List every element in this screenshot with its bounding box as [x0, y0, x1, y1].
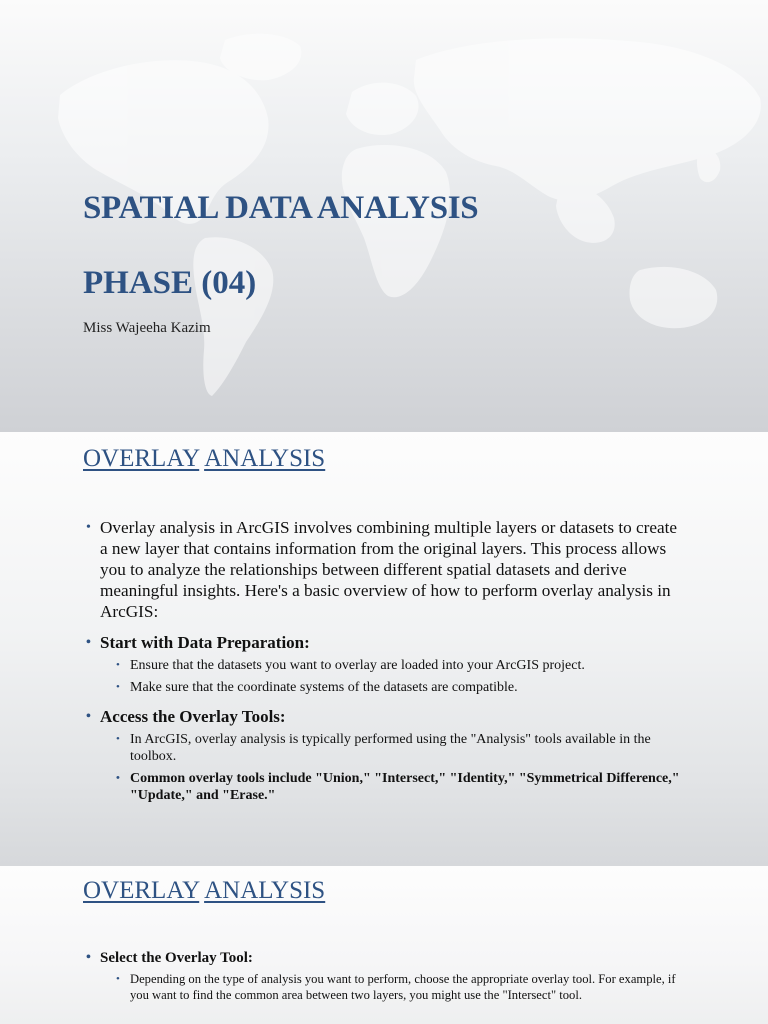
slide-heading: [83, 877, 325, 905]
slide-heading: [83, 445, 325, 473]
sub-list-item: • In ArcGIS, overlay analysis is typically performed using the "Analysis" tools available in the toolbox.: [116, 731, 683, 765]
presentation-subtitle: PHASE (04): [83, 265, 257, 301]
list-item-select-tool: [83, 949, 683, 1003]
sub-list: [116, 971, 683, 1003]
heading-word-overlay: OVERLAY: [83, 877, 200, 904]
list-item-title: Access the Overlay Tools:: [100, 707, 286, 726]
author-name: Miss Wajeeha Kazim: [83, 320, 211, 336]
list-item-title: Start with Data Preparation:: [100, 633, 310, 652]
content-list: [83, 517, 683, 809]
content-list: [83, 949, 683, 1003]
heading-word-overlay: OVERLAY: [83, 445, 200, 472]
sub-list: [116, 731, 683, 804]
list-item-title: Select the Overlay Tool:: [100, 950, 253, 966]
heading-word-analysis: ANALYSIS: [204, 877, 326, 904]
sub-list-item: • Common overlay tools include "Union," "Intersect," "Identity," "Symmetrical Difference," "Update," and "Erase.": [116, 770, 683, 804]
sub-list-item: • Make sure that the coordinate systems of the datasets are compatible.: [116, 679, 683, 696]
overlay-analysis-slide-1: [0, 432, 768, 866]
sub-list-item: • Ensure that the datasets you want to overlay are loaded into your ArcGIS project.: [116, 657, 683, 674]
heading-word-analysis: ANALYSIS: [204, 445, 326, 472]
sub-list-item: • Depending on the type of analysis you want to perform, choose the appropriate overlay tool. For example, if you want to find the common area between two layers, you might use the "Intersect" tool.: [116, 971, 683, 1003]
sub-list: [116, 657, 683, 696]
presentation-title: SPATIAL DATA ANALYSIS: [83, 190, 479, 226]
overlay-analysis-slide-2: [0, 866, 768, 1024]
list-item-overlay-tools: [83, 707, 683, 804]
title-slide: [0, 0, 768, 432]
intro-bullet: • Overlay analysis in ArcGIS involves combining multiple layers or datasets to create a new layer that contains information from the original layers. This process allows you to analyze the relationships between different spatial datasets and derive meaningful insights. Here's a basic overview of how to perform overlay analysis in ArcGIS:: [83, 517, 683, 622]
list-item-data-preparation: [83, 633, 683, 696]
